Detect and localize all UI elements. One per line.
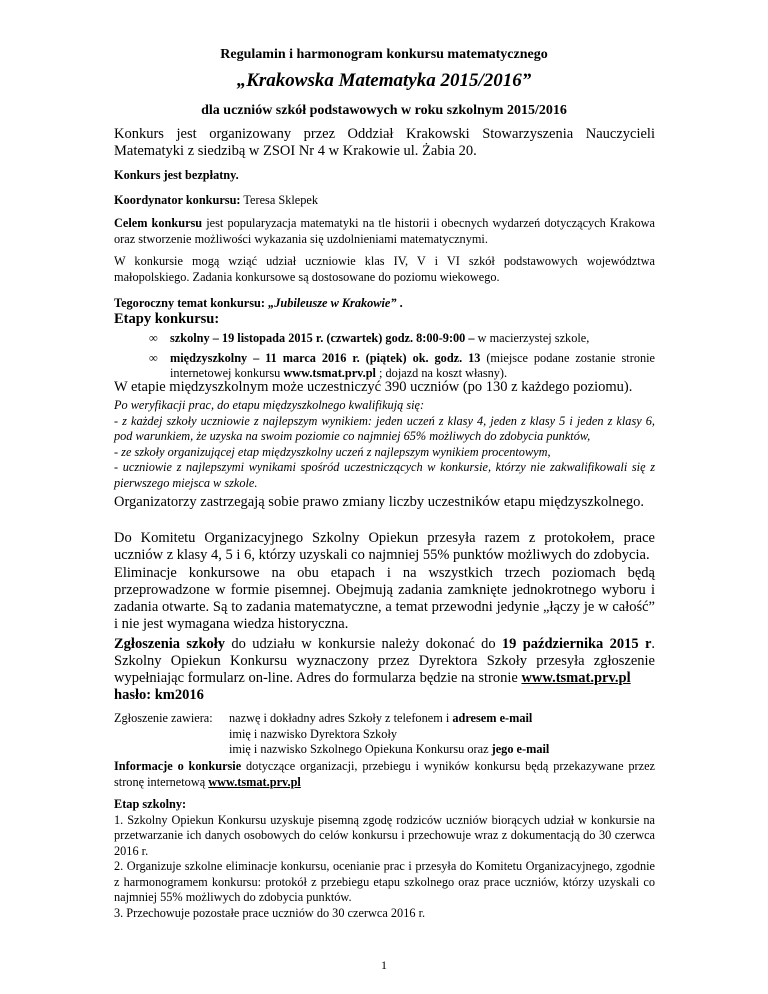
coordinator-line [114,193,655,209]
stage-item-interschool [142,351,655,382]
registration-text-1: do udziału w konkursie należy dokonać do [225,636,502,652]
stage2-text-b: ; dojazd na koszt własny). [375,366,508,380]
qualification-line: - z każdej szkoły uczniowie z najlepszym wynikiem: jeden uczeń z klasy 4, jeden z klasy 5 i jeden z klasy 6, pod warunkiem, że uzyska na swoim poziomie co najmniej 65% możliwych do zdobycia punktów, [114,413,655,443]
stage1-text: w macierzystej szkole, [474,331,590,345]
form-line-1 [229,711,532,727]
interschool-limit: W etapie międzyszkolnym może uczestniczyć 390 uczniów (po 130 z każdego poziomu). [114,379,633,395]
registration-paragraph [114,636,655,704]
aim-paragraph [114,216,655,247]
registration-url-link[interactable]: www.tsmat.prv.pl [521,670,631,686]
stage2-text-a: (miejsce podane zostanie stronie internetowej konkursu [170,350,655,380]
registration-bold-1: Zgłoszenia szkoły [114,636,226,652]
qualification-line: - uczniowie z najlepszymi wynikami spośród uczestniczących w konkursie, którzy nie zakwalifikowali się z pierwszego miejsca w szkole. [114,460,655,490]
free-note [114,168,655,184]
stage-item-school [142,331,655,347]
title-line-3: dla uczniów szkół podstawowych w roku szkolnym 2015/2016 [201,103,567,118]
school-stage-section [114,797,655,921]
form-row-1 [114,711,655,727]
school-stage-item: 3. Przechowuje pozostałe prace uczniów do 30 czerwca 2016 r. [114,905,426,920]
qualification-line: Po weryfikacji prac, do etapu międzyszkolnego kwalifikują się: [114,398,425,412]
stage1-bold: szkolny – 19 listopada 2015 r. (czwartek) godz. 8:00-9:00 – [170,331,475,345]
participants-paragraph: W konkursie mogą wziąć udział uczniowie klas IV, V i VI szkół podstawowych województwa małopolskiego. Zadania konkursowe są dostosowane do poziomu wiekowego. [114,254,655,284]
form-line-3-bold: jego e-mail [491,742,550,756]
title-line-2: „Krakowska Matematyka 2015/2016” [236,70,532,91]
bullet-icon: ∞ [149,331,158,345]
aim-label: Celem konkursu [114,216,203,230]
form-row-2 [114,727,655,743]
theme-end: . [396,296,403,310]
stage2-url: www.tsmat.prv.pl [283,366,376,380]
school-stage-label: Etap szkolny: [114,797,187,811]
form-contents [114,711,655,758]
stages-label: Etapy konkursu: [114,311,220,327]
info-text: dotyczące organizacji, przebiegu i wyników konkursu będą przekazywane przez stronę internetową [114,759,655,789]
stages-heading [114,311,655,328]
coordinator-name: Teresa Sklepek [240,193,318,207]
form-row-3 [114,742,655,758]
registration-bold-2: 19 października 2015 r [501,636,652,652]
registration-text-2: . Szkolny Opiekun Konkursu wyznaczony przez Dyrektora Szkoły przesyła zgłoszenie wypełniając formularz on-line. Adres do formularza będzie na stronie [114,636,656,686]
form-line-3 [229,742,549,758]
bullet-icon: ∞ [149,350,158,365]
form-line-3-text: imię i nazwisko Szkolnego Opiekuna Konkursu oraz [229,742,492,756]
info-bold: Informacje o konkursie [114,759,242,773]
school-stage-item: 2. Organizuje szkolne eliminacje konkursu, ocenianie prac i przesyła do Komitetu Organizacyjnego, zgodnie z harmonogramem konkursu: protokół z przebiegu etapu szkolnego oraz prace uczniów, którzy uzyskali co najmniej 55% możliwych do zdobycia punktów. [114,859,655,904]
school-stage-item: 1. Szkolny Opiekun Konkursu uzyskuje pisemną zgodę rodziców uczniów biorących udział w konkursie na przetwarzanie ich danych osobowych do celów konkursu i przechowuje wraz z dokumentacją do 30 czerwca 2016 r. [114,812,655,858]
aim-text: jest popularyzacja matematyki na tle historii i obecnych wydarzeń dotyczących Krakowa oraz stworzenie możliwości wykazania się uzdolnieniami matematycznymi. [114,216,655,246]
intro-paragraph: Konkurs jest organizowany przez Oddział Krakowski Stowarzyszenia Nauczycieli Matematyki z siedzibą w ZSOI Nr 4 w Krakowie ul. Żabia 20. [114,126,655,159]
form-line-1-text: nazwę i dokładny adres Szkoły z telefonem i [229,711,453,725]
theme-value: „Jubileusze w Krakowie” [268,296,397,310]
title-line-1: Regulamin i harmonogram konkursu matematycznego [220,47,548,62]
form-label: Zgłoszenie zawiera: [114,711,213,725]
reserve-note: Organizatorzy zastrzegają sobie prawo zmiany liczby uczestników etapu międzyszkolnego. [114,494,644,510]
form-spacer [114,727,229,743]
coordinator-label: Koordynator konkursu: [114,193,241,207]
form-spacer [114,742,229,758]
info-paragraph [114,759,655,790]
theme-line [114,296,655,312]
elimination-paragraph: Eliminacje konkursowe na obu etapach i na wszystkich trzech poziomach będą przeprowadzone w formie pisemnej. Obejmują zadania zamknięte jednokrotnego wyboru i zadania otwarte. Są to zadania matematyczne, a temat przewodni jedynie „łączy je w całość” i nie jest wymagana wiedza historyczna. [114,565,655,632]
school-stage-heading [114,797,655,813]
stage2-bold: międzyszkolny – 11 marca 2016 r. (piątek) ok. godz. 13 [170,350,481,365]
free-text: Konkurs jest bezpłatny. [114,168,239,182]
qualification-block [114,398,655,491]
form-line-2: imię i nazwisko Dyrektora Szkoły [229,726,398,741]
registration-password: hasło: km2016 [114,687,204,703]
qualification-line: - ze szkoły organizującej etap międzyszkolny uczeń z najlepszym wynikiem procentowym, [114,444,551,459]
theme-label: Tegoroczny temat konkursu: [114,296,269,310]
info-url-link[interactable]: www.tsmat.prv.pl [208,774,301,789]
form-line-1-bold: adresem e-mail [452,711,533,725]
stages-list [142,331,655,382]
committee-paragraph: Do Komitetu Organizacyjnego Szkolny Opiekun przesyła razem z protokołem, prace uczniów z klasy 4, 5 i 6, którzy uzyskali co najmniej 55% punktów możliwych do zdobycia. [114,530,655,563]
page-number: 1 [381,958,387,972]
